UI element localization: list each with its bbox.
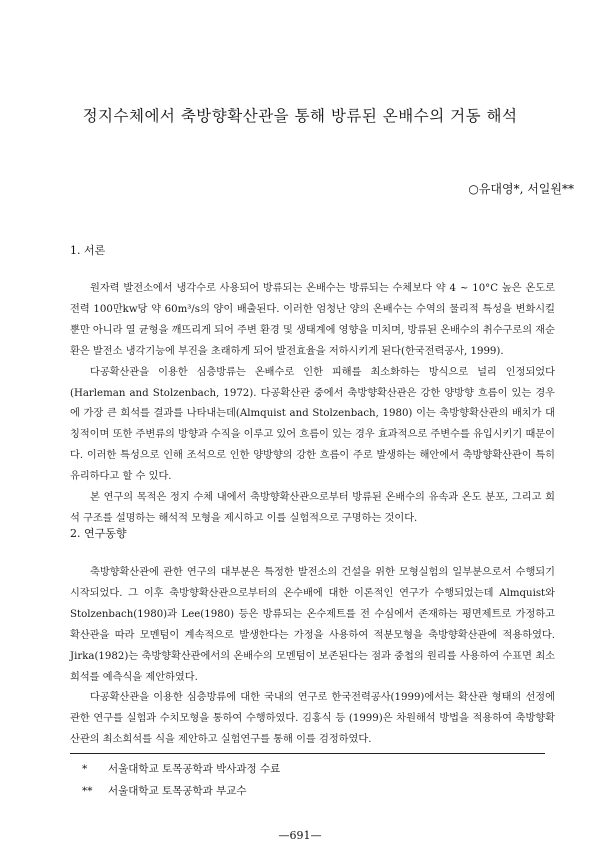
section-heading-research-trends: 2. 연구동향 [70,527,127,540]
paragraph: 본 연구의 목적은 정지 수체 내에서 축방향확산관으로부터 방류된 온배수의 유속과 온도 분포, 그리고 희석 구조를 설명하는 해석적 모형을 제시하고 이를 실험적으로 구명하는 것이다. [70,492,555,524]
section-body-research-trends [70,563,555,751]
section-heading-introduction: 1. 서론 [70,244,106,257]
paragraph: 다공확산관을 이용한 심층방류에 대한 국내의 연구로 한국전력공사(1999)에서는 확산관 형태의 선정에 관한 연구를 실험과 수치모형을 통하여 수행하였다. 김홍식 등 (1999)은 차원해석 방법을 적용하여 축방향확산관의 최소희석를 식을 제안하고 실험연구를 통해 이를 검정하였다. [70,692,555,746]
paragraph: 다공확산관을 이용한 심층방류는 온배수로 인한 피해를 최소화하는 방식으로 널리 인정되었다(Harleman and Stolzenbach, 1972). 다공확산관 중에서 축방향확산관은 강한 양방향 흐름이 있는 경우에 가장 큰 희석를 결과를 나타내는데(Almquist and Stolzenbach, 1980) 이는 축방향확산관의 배치가 대칭적이며 또한 주변류의 방향과 수직을 이루고 있어 흐름이 있는 경우 효과적으로 주변수를 유입시키기 때문이다. 이러한 특성으로 인해 조석으로 인한 양방향의 강한 흐름이 주로 발생하는 해안에서 축방향확산관이 특히 유리하다고 할 수 있다. [70,366,556,483]
footnote-text: 서울대학교 토목공학과 부교수 [108,785,247,797]
paragraph: 축방향확산관에 관한 연구의 대부분은 특정한 발전소의 건설을 위한 모형실험의 일부분으로서 수행되기 시작되었다. 그 이후 축방향확산관으로부터의 온수배에 대한 이론적인 연구가 수행되었는데 Almquist와 Stolzenbach(1980)과 Lee(1980) 등은 방류되는 온수제트를 전 수심에서 존재하는 평면제트로 가정하고 확산관을 따라 모멘텀이 계속적으로 발생한다는 가정을 사용하여 적분모형을 축방향확산관에 적용하였다. Jirka(1982)는 축방향확산관에서의 온배수의 모멘텀이 보존된다는 점과 중첩의 원리를 사용하여 수표면 최소희석를 예측식을 제안하였다. [70,567,555,683]
section-body-introduction [70,279,555,530]
footnote-text: 서울대학교 토목공학과 박사과정 수료 [108,763,281,775]
page-number: —691— [278,829,322,842]
author-line: ○유대영*, 서일원** [468,182,574,196]
footnote-divider [70,753,545,754]
paper-title: 정지수체에서 축방향확산관을 통해 방류된 온배수의 거동 해석 [82,107,518,125]
footnote-mark: ** [82,785,93,797]
paragraph: 원자력 발전소에서 냉각수로 사용되어 방류되는 온배수는 방류되는 수체보다 약 4 ~ 10°C 높은 온도로 전력 100만kw당 약 60m³/s의 양이 배출된다. 이러한 엄청난 양의 온배수는 수역의 물리적 특성을 변화시킬 뿐만 아니라 열 균형을 깨뜨리게 되어 주변 환경 및 생태계에 영향을 미치며, 방류된 온배수의 취수구로의 재순환은 발전소 냉각기능에 부진을 초래하게 되어 발전효율을 저하시키게 된다(한국전력공사, 1999). [70,283,555,357]
footnote [82,761,280,776]
footnote [82,783,247,798]
footnote-mark: * [82,763,88,775]
